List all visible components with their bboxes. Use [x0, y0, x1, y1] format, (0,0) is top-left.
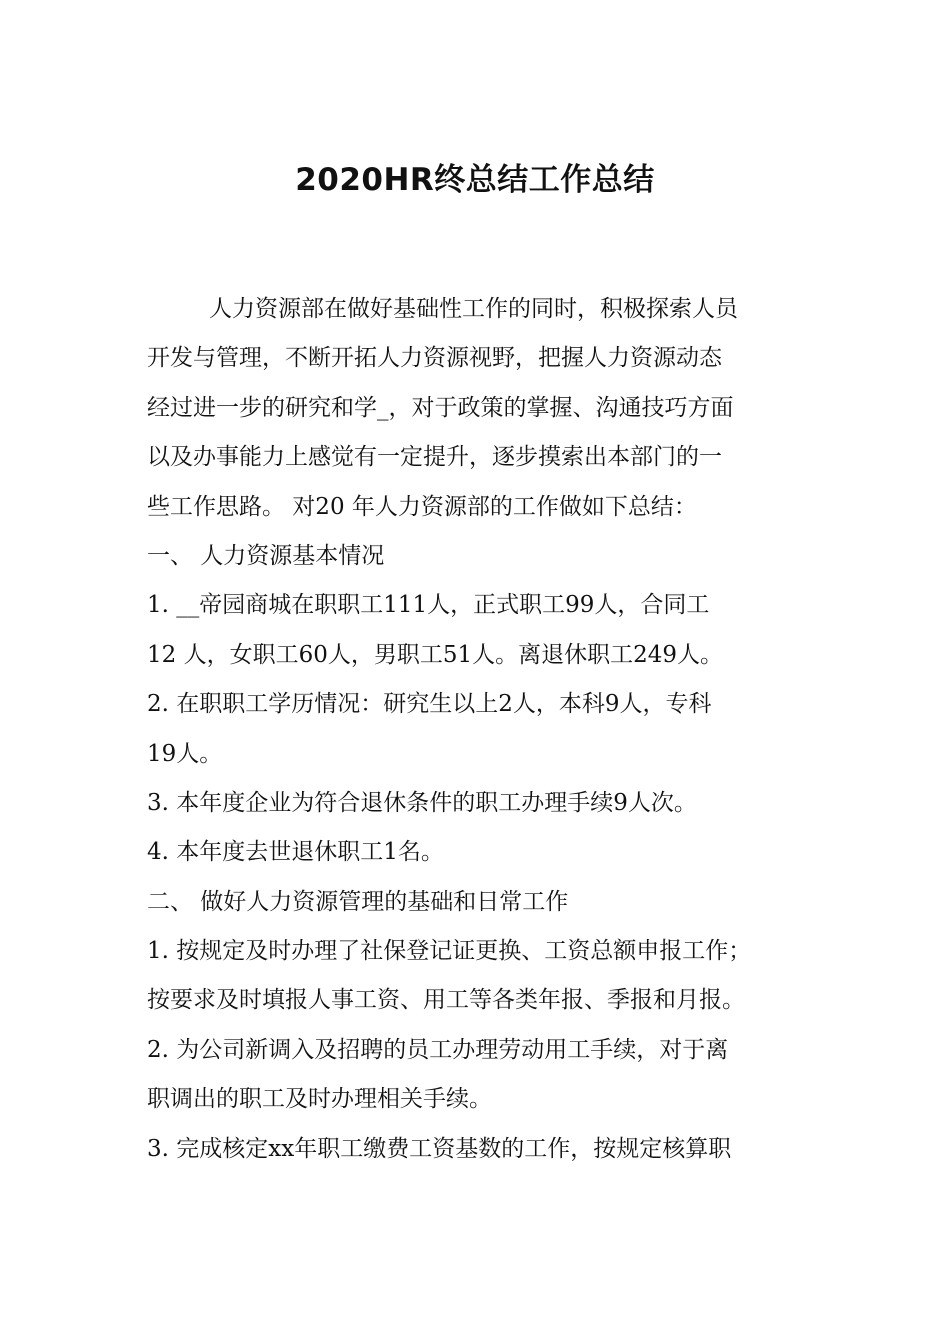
- list-item-2-1-cont: 按要求及时填报人事工资、用工等各类年报、季报和月报。: [147, 987, 745, 1014]
- document-body: [147, 285, 812, 1174]
- section-heading-1: 一、 人力资源基本情况: [147, 542, 385, 569]
- list-item-1-4: 4. 本年度去世退休职工1名。: [147, 839, 444, 866]
- paragraph-line-5: 些工作思路。 对20 年人力资源部的工作做如下总结：: [147, 493, 697, 520]
- list-item-1-1-cont: 12 人，女职工60人，男职工51人。离退休职工249人。: [147, 641, 724, 668]
- paragraph-line-4: 以及办事能力上感觉有一定提升，逐步摸索出本部门的一: [147, 444, 722, 471]
- document-title: 2020HR终总结工作总结: [295, 162, 655, 198]
- list-item-2-1: 1. 按规定及时办理了社保登记证更换、工资总额申报工作；: [147, 938, 752, 965]
- paragraph-line-2: 开发与管理，不断开拓人力资源视野，把握人力资源动态: [147, 345, 722, 372]
- list-item-1-2-cont: 19人。: [147, 740, 223, 767]
- list-item-2-2: 2. 为公司新调入及招聘的员工办理劳动用工手续，对于离: [147, 1036, 729, 1063]
- list-item-1-3: 3. 本年度企业为符合退休条件的职工办理手续9人次。: [147, 789, 697, 816]
- list-item-1-1: 1. __帝园商城在职职工111人，正式职工99人，合同工: [147, 592, 710, 619]
- paragraph-line-3: 经过进一步的研究和学_，对于政策的掌握、沟通技巧方面: [147, 394, 734, 421]
- paragraph-line-1: 人力资源部在做好基础性工作的同时，积极探索人员: [209, 296, 738, 322]
- list-item-2-2-cont: 职调出的职工及时办理相关手续。: [147, 1086, 492, 1113]
- list-item-2-3: 3. 完成核定xx年职工缴费工资基数的工作，按规定核算职: [147, 1135, 732, 1162]
- list-item-1-2: 2. 在职职工学历情况：研究生以上2人，本科9人，专科: [147, 691, 712, 718]
- section-heading-2: 二、 做好人力资源管理的基础和日常工作: [147, 888, 569, 915]
